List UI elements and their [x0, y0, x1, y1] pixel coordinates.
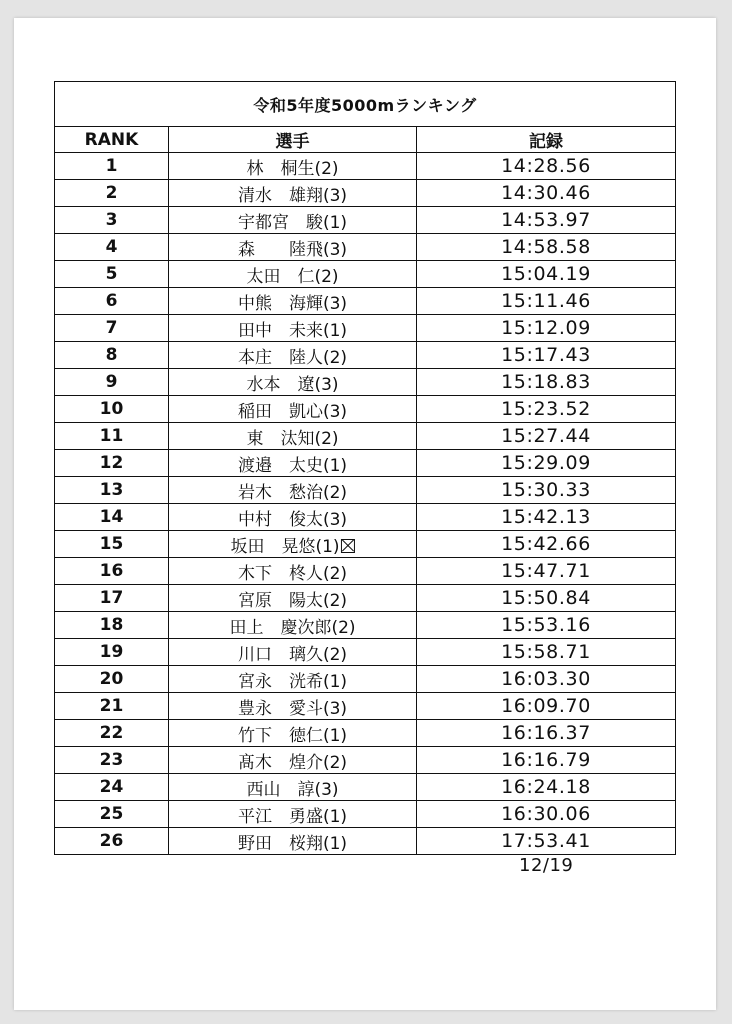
- record-cell: 16:24.18: [417, 774, 676, 801]
- rank-cell: 4: [55, 234, 169, 261]
- table-row: [55, 612, 676, 639]
- table-row: [55, 801, 676, 828]
- date-note: 12/19: [519, 855, 574, 876]
- athlete-name-wrap: [238, 235, 347, 260]
- rank-cell: 9: [55, 369, 169, 396]
- athlete-name: 川口 璃久(2): [237, 644, 348, 665]
- athlete-cell: [169, 477, 417, 504]
- record-cell: 15:29.09: [417, 450, 676, 477]
- rank-cell: 18: [55, 612, 169, 639]
- athlete-name: 坂田 晃悠(1): [230, 536, 340, 557]
- athlete-name-wrap: [238, 181, 347, 206]
- table-row: [55, 693, 676, 720]
- athlete-name-wrap: [238, 667, 347, 692]
- athlete-name-wrap: [238, 478, 347, 503]
- athlete-name: 西山 諄(3): [246, 779, 339, 800]
- record-header: 記録: [417, 127, 676, 153]
- record-cell: 14:28.56: [417, 153, 676, 180]
- athlete-name: 宮永 洸希(1): [237, 671, 348, 692]
- athlete-name: 岩木 愁治(2): [237, 482, 348, 503]
- athlete-name: 水本 遼(3): [246, 374, 339, 395]
- table-row: [55, 153, 676, 180]
- athlete-name-wrap: [238, 694, 347, 719]
- athlete-name-wrap: [229, 613, 355, 638]
- athlete-name-wrap: [238, 343, 347, 368]
- athlete-name: 中村 俊太(3): [237, 509, 348, 530]
- rank-cell: 14: [55, 504, 169, 531]
- record-cell: 15:50.84: [417, 585, 676, 612]
- athlete-name-wrap: [238, 505, 347, 530]
- table-row: [55, 261, 676, 288]
- rank-cell: 20: [55, 666, 169, 693]
- athlete-cell: [169, 693, 417, 720]
- rank-cell: 24: [55, 774, 169, 801]
- athlete-name: 宇都宮 駿(1): [237, 212, 348, 233]
- athlete-name: 森 陸飛(3): [237, 239, 348, 260]
- record-cell: 16:16.79: [417, 747, 676, 774]
- athlete-name: 林 桐生(2): [246, 158, 339, 179]
- athlete-name-wrap: [238, 802, 347, 827]
- record-cell: 17:53.41: [417, 828, 676, 855]
- athlete-cell: [169, 396, 417, 423]
- athlete-name: 平江 勇盛(1): [237, 806, 348, 827]
- athlete-name-wrap: [230, 532, 354, 557]
- rank-cell: 11: [55, 423, 169, 450]
- athlete-name: 中熊 海輝(3): [237, 293, 348, 314]
- rank-cell: 13: [55, 477, 169, 504]
- athlete-cell: [169, 207, 417, 234]
- rank-cell: 3: [55, 207, 169, 234]
- athlete-name: 東 汰知(2): [246, 428, 339, 449]
- table-row: [55, 585, 676, 612]
- rank-cell: 10: [55, 396, 169, 423]
- athlete-name-wrap: [238, 397, 347, 422]
- x-box-icon: [341, 539, 355, 553]
- athlete-name-wrap: [238, 208, 347, 233]
- athlete-name: 稲田 凱心(3): [237, 401, 348, 422]
- rank-cell: 6: [55, 288, 169, 315]
- record-cell: 16:30.06: [417, 801, 676, 828]
- athlete-name: 木下 柊人(2): [237, 563, 348, 584]
- rank-cell: 7: [55, 315, 169, 342]
- record-cell: 15:12.09: [417, 315, 676, 342]
- athlete-name: 豊永 愛斗(3): [237, 698, 348, 719]
- table-row: [55, 720, 676, 747]
- record-cell: 15:04.19: [417, 261, 676, 288]
- athlete-cell: [169, 180, 417, 207]
- athlete-name-wrap: [238, 829, 347, 854]
- table-row: [55, 477, 676, 504]
- athlete-name-wrap: [238, 721, 347, 746]
- athlete-name-wrap: [238, 316, 347, 341]
- athlete-cell: [169, 612, 417, 639]
- athlete-name-wrap: [246, 154, 338, 179]
- rank-cell: 19: [55, 639, 169, 666]
- athlete-cell: [169, 531, 417, 558]
- record-cell: 14:53.97: [417, 207, 676, 234]
- athlete-cell: [169, 801, 417, 828]
- record-cell: 15:42.66: [417, 531, 676, 558]
- athlete-cell: [169, 747, 417, 774]
- rank-cell: 5: [55, 261, 169, 288]
- table-row: [55, 288, 676, 315]
- athlete-name-wrap: [238, 748, 347, 773]
- table-row: [55, 558, 676, 585]
- athlete-name: 清水 雄翔(3): [237, 185, 348, 206]
- table-row: [55, 369, 676, 396]
- record-cell: 15:11.46: [417, 288, 676, 315]
- table-row: [55, 828, 676, 855]
- athlete-cell: [169, 261, 417, 288]
- athlete-cell: [169, 423, 417, 450]
- table-row: [55, 180, 676, 207]
- record-cell: 15:17.43: [417, 342, 676, 369]
- rank-cell: 15: [55, 531, 169, 558]
- table-row: [55, 207, 676, 234]
- rank-cell: 2: [55, 180, 169, 207]
- table-row: [55, 666, 676, 693]
- athlete-cell: [169, 153, 417, 180]
- rank-cell: 8: [55, 342, 169, 369]
- athlete-name: 田中 未来(1): [237, 320, 348, 341]
- athlete-name: 本庄 陸人(2): [237, 347, 348, 368]
- athlete-name: 野田 桜翔(1): [237, 833, 348, 854]
- record-cell: 16:09.70: [417, 693, 676, 720]
- athlete-name: 田上 慶次郎(2): [229, 617, 356, 638]
- table-row: [55, 531, 676, 558]
- athlete-name-wrap: [238, 289, 347, 314]
- table-title: 令和5年度5000mランキング: [55, 82, 676, 127]
- table-row: [55, 423, 676, 450]
- athlete-cell: [169, 558, 417, 585]
- ranking-table: [54, 81, 676, 855]
- record-cell: 15:53.16: [417, 612, 676, 639]
- athlete-cell: [169, 774, 417, 801]
- table-row: [55, 450, 676, 477]
- athlete-name-wrap: [246, 262, 338, 287]
- table-row: [55, 774, 676, 801]
- athlete-cell: [169, 234, 417, 261]
- athlete-name-wrap: [238, 586, 347, 611]
- record-cell: 16:03.30: [417, 666, 676, 693]
- rank-header: RANK: [55, 127, 169, 153]
- athlete-name-wrap: [238, 640, 347, 665]
- record-cell: 15:47.71: [417, 558, 676, 585]
- athlete-cell: [169, 666, 417, 693]
- table-row: [55, 315, 676, 342]
- athlete-name-wrap: [246, 424, 338, 449]
- rank-cell: 12: [55, 450, 169, 477]
- athlete-name-wrap: [238, 451, 347, 476]
- table-row: [55, 396, 676, 423]
- table-row: [55, 342, 676, 369]
- table-row: [55, 504, 676, 531]
- athlete-cell: [169, 450, 417, 477]
- rank-cell: 1: [55, 153, 169, 180]
- record-cell: 16:16.37: [417, 720, 676, 747]
- table-row: [55, 747, 676, 774]
- ranking-rows: [55, 153, 676, 855]
- rank-cell: 22: [55, 720, 169, 747]
- athlete-name: 宮原 陽太(2): [237, 590, 348, 611]
- record-cell: 15:30.33: [417, 477, 676, 504]
- record-cell: 14:58.58: [417, 234, 676, 261]
- table-row: [55, 234, 676, 261]
- record-cell: 15:23.52: [417, 396, 676, 423]
- athlete-cell: [169, 828, 417, 855]
- rank-cell: 17: [55, 585, 169, 612]
- athlete-name: 竹下 徳仁(1): [237, 725, 348, 746]
- rank-cell: 25: [55, 801, 169, 828]
- athlete-name: 渡邉 太史(1): [237, 455, 348, 476]
- athlete-cell: [169, 585, 417, 612]
- record-cell: 15:18.83: [417, 369, 676, 396]
- table-row: [55, 639, 676, 666]
- athlete-header: 選手: [169, 127, 417, 153]
- record-cell: 15:58.71: [417, 639, 676, 666]
- document-page: [14, 18, 716, 1010]
- athlete-name-wrap: [246, 370, 338, 395]
- athlete-cell: [169, 315, 417, 342]
- athlete-name: 太田 仁(2): [246, 266, 339, 287]
- rank-cell: 16: [55, 558, 169, 585]
- athlete-cell: [169, 639, 417, 666]
- rank-cell: 26: [55, 828, 169, 855]
- athlete-cell: [169, 288, 417, 315]
- rank-cell: 21: [55, 693, 169, 720]
- athlete-cell: [169, 504, 417, 531]
- athlete-name: 髙木 煌介(2): [237, 752, 348, 773]
- record-cell: 14:30.46: [417, 180, 676, 207]
- athlete-name-wrap: [238, 559, 347, 584]
- rank-cell: 23: [55, 747, 169, 774]
- athlete-name-wrap: [246, 775, 338, 800]
- athlete-cell: [169, 369, 417, 396]
- record-cell: 15:42.13: [417, 504, 676, 531]
- athlete-cell: [169, 720, 417, 747]
- record-cell: 15:27.44: [417, 423, 676, 450]
- athlete-cell: [169, 342, 417, 369]
